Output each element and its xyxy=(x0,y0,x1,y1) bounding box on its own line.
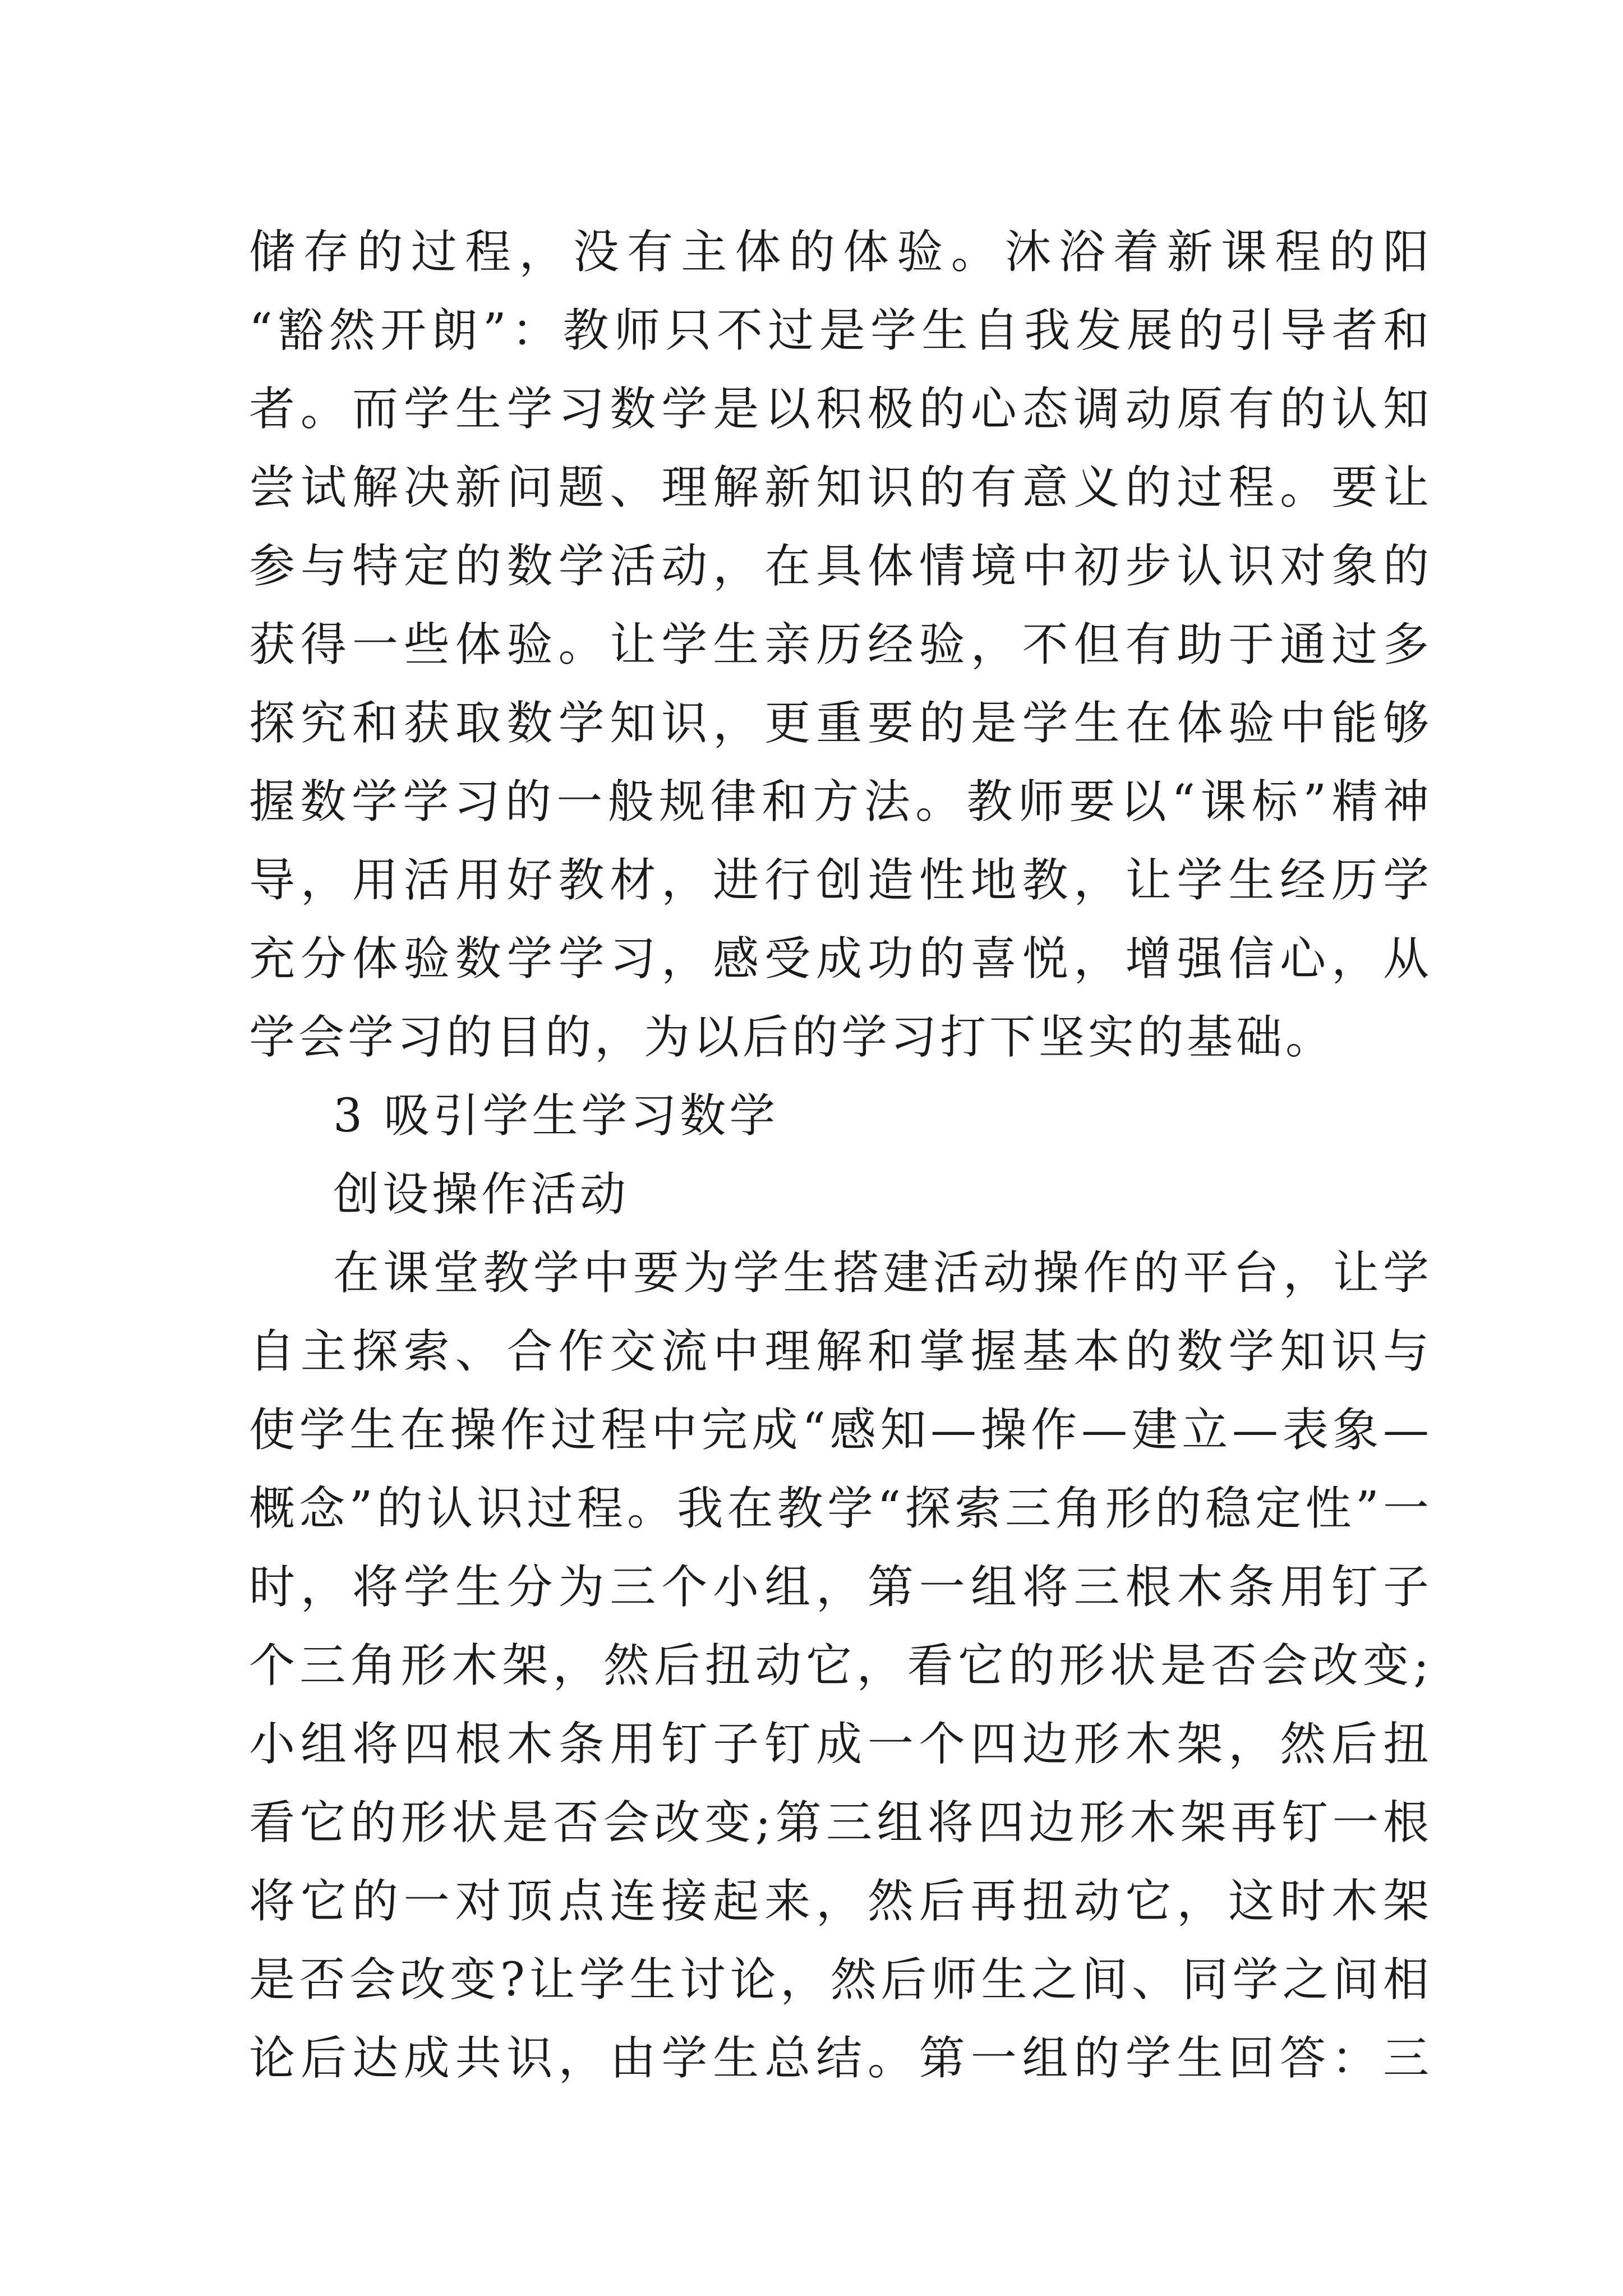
text-line: 在课堂教学中要为学生搭建活动操作的平台，让学 xyxy=(333,1246,1432,1300)
text-line: 导，用活用好教材，进行创造性地教，让学生经历学 xyxy=(249,854,1432,907)
text-line: 看它的形状是否会改变;第三组将四边形木架再钉一根 xyxy=(249,1796,1432,1849)
section-heading: 3 吸引学生学习数学 xyxy=(333,1089,779,1143)
text-line: 参与特定的数学活动，在具体情境中初步认识对象的 xyxy=(249,540,1432,593)
text-line: 小组将四根木条用钉子钉成一个四边形木架，然后扭 xyxy=(249,1718,1432,1771)
text-line: 概念”的认识过程。我在教学“探索三角形的稳定性”一 xyxy=(249,1482,1432,1535)
text-line: 论后达成共识，由学生总结。第一组的学生回答：三 xyxy=(249,2032,1432,2085)
body-text xyxy=(249,213,1432,2098)
text-line: 学会学习的目的，为以后的学习打下坚实的基础。 xyxy=(249,1011,1335,1064)
text-line: “豁然开朗”：教师只不过是学生自我发展的引导者和 xyxy=(249,304,1432,357)
subsection-heading: 创设操作活动 xyxy=(333,1168,630,1221)
text-line: 者。而学生学习数学是以积极的心态调动原有的认知 xyxy=(249,383,1432,436)
text-line: 是否会改变?让学生讨论，然后师生之间、同学之间相 xyxy=(249,1953,1432,2007)
text-line: 尝试解决新问题、理解新知识的有意义的过程。要让 xyxy=(249,461,1432,514)
text-line: 时，将学生分为三个小组，第一组将三根木条用钉子 xyxy=(249,1561,1432,1614)
text-line: 握数学学习的一般规律和方法。教师要以“课标”精神 xyxy=(249,775,1432,829)
text-line: 探究和获取数学知识，更重要的是学生在体验中能够 xyxy=(249,697,1432,750)
text-line: 使学生在操作过程中完成“感知—操作—建立—表象— xyxy=(249,1404,1432,1457)
text-line: 充分体验数学学习，感受成功的喜悦，增强信心，从 xyxy=(249,932,1432,986)
text-line: 个三角形木架，然后扭动它，看它的形状是否会改变; xyxy=(249,1639,1432,1692)
text-line: 获得一些体验。让学生亲历经验，不但有助于通过多 xyxy=(249,618,1432,671)
text-line: 将它的一对顶点连接起来，然后再扭动它，这时木架 xyxy=(249,1875,1432,1928)
text-line: 自主探索、合作交流中理解和掌握基本的数学知识与 xyxy=(249,1325,1432,1378)
text-line: 储存的过程，没有主体的体验。沐浴着新课程的阳 xyxy=(249,226,1432,279)
